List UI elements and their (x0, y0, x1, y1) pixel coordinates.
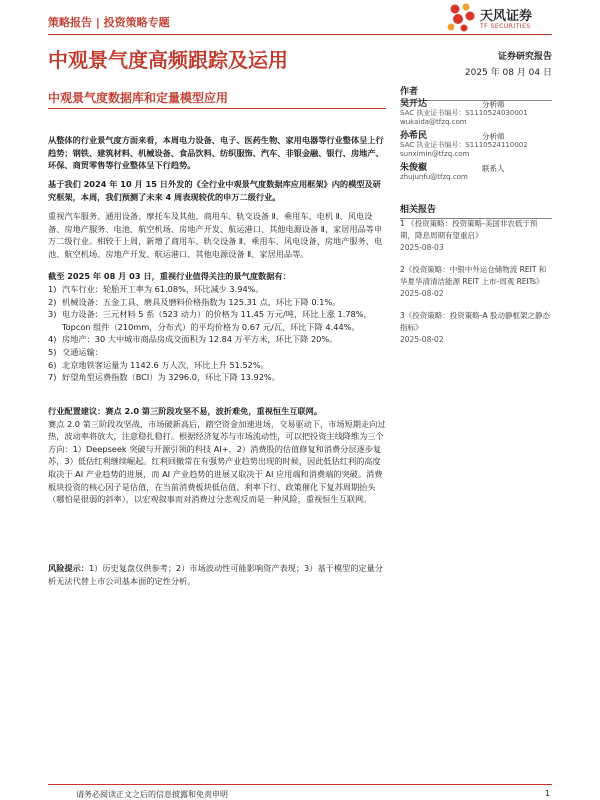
report-type: 证券研究报告 (497, 52, 552, 62)
analyst-role: 分析师 (482, 132, 505, 141)
analyst-email[interactable]: sunximin@tfzq.com (400, 150, 470, 158)
related-report-date: 2025-08-02 (400, 335, 444, 344)
allocation-heading: 行业配置建议：赛点 2.0 第三阶段攻坚不易，波折难免，重视恒生互联网。 (48, 406, 323, 416)
related-section (400, 202, 552, 219)
analyst-email[interactable]: zhujunfu@tfzq.com (400, 173, 468, 181)
analyst-name: 吴开达 (400, 99, 428, 109)
industry-paragraph: 重视汽车服务、通用设备、摩托车及其他、商用车、轨交设备 Ⅱ、乘用车、电机 Ⅱ、风电设备、房地产服务、电池、航空机场、房地产开发、航运港口、其他电源设备 Ⅱ、家居用品等申万二级行业。相较于上周，新增了商用车、轨交设备 Ⅱ、乘用车、风电设备、房地产服务、电池、航空机场、房地产开发、航运港口、其他电源设备 Ⅱ、家居用品等。 (48, 211, 383, 259)
analyst-card (400, 164, 552, 182)
analyst-role: 分析师 (482, 100, 505, 109)
risk-text: 1）历史复盘仅供参考；2）市场波动性可能影响资产表现；3）基于模型的定量分析无法代替上市公司基本面的定性分析。 (48, 563, 383, 586)
analyst-name: 孙希民 (400, 131, 428, 141)
analyst-email[interactable]: wukaida@tfzq.com (400, 118, 467, 126)
forecast-paragraph: 基于我们 2024 年 10 月 15 日外发的《全行业中观景气度数据库应用框架》内的模型及研究框架，本周，我们预测了未来 4 周表现较优的申万二级行业。 (48, 179, 381, 202)
company-logo (446, 2, 556, 36)
header-rule (48, 34, 552, 35)
risk-heading: 风险提示： (48, 563, 89, 573)
analyst-name: 朱俊椒 (400, 163, 428, 173)
list-item: 3) 电力设备：三元材料 5 系（523 动力）的价格为 11.45 万元/吨，环比上涨 1.78%，Topcon 组件（210mm，分布式）的平均价格为 0.67 元/瓦，环比下降 4.44%。 (48, 309, 372, 332)
indicator-list (48, 283, 386, 384)
allocation-text: 赛点 2.0 第三阶段攻坚战，市场破新高后，踏空资金加速进场，交易驱动下，市场短期走向过热，波动率将放大，注意稳扎稳打。根据经济复苏与市场流动性，可以把投资主线降维为三个方向：1）Deepseek 突破与开源引领的科技 AI+，2）消费股的估值修复和消费分层逐步复苏，3）低估红利继续崛起。红利回撤常在有强势产业趋势出现的时候，因此低估红利的高度取决于 AI 产业趋势的进展，而 AI 产业趋势的进展又取决于 AI 应用端和消费端的突破。消费板块投资的核心因子是估值，在当前消费板块低估值、利率下行、政策催化下复苏周期抬头（哪怕是很弱的斜率），以宏观叙事而对消费过分悲观反而是一种风险，重视恒生互联网。 (48, 418, 386, 505)
summary-paragraph: 从整体的行业景气度方面来看，本周电力设备、电子、医药生物、家用电器等行业整体呈上行趋势；钢铁、建筑材料、机械设备、食品饮料、纺织服饰、汽车、非银金融、银行、房地产、环保、商贸零售等行业整体呈下行趋势。 (48, 135, 384, 171)
analyst-cert: SAC 执业证书编号：S1110524030001 (400, 109, 528, 117)
related-report-title[interactable]: 3《投资策略：投资策略-A 股动静框架之静态指标》 (400, 311, 550, 332)
analyst-card (400, 100, 552, 127)
page-number: 1 (544, 789, 550, 798)
list-item: 6) 北京地铁客运量为 1142.6 万人次，环比上升 51.52%。 (48, 359, 269, 370)
related-report[interactable] (400, 218, 552, 254)
page-subtitle: 中观景气度数据库和定量模型应用 (48, 91, 229, 105)
related-label: 相关报告 (400, 205, 437, 215)
related-report-title[interactable]: 1 《投资策略：投资策略-美国非农低于预期，降息周期有望重启》 (400, 219, 538, 240)
logo-text: 天风证券 (480, 9, 533, 24)
list-item: 7) 好望角型运费指数（BCI）为 3296.0，环比下降 13.92%。 (48, 372, 280, 383)
analyst-cert: SAC 执业证书编号：S1110524110002 (400, 141, 528, 149)
report-date: 2025 年 08 月 04 日 (464, 68, 552, 78)
related-report[interactable] (400, 264, 552, 300)
risk-paragraph (48, 562, 386, 587)
logo-mark-icon (446, 2, 476, 34)
related-report-title[interactable]: 2《投资策略：中银中外运仓储物流 REIT 和华夏华清清洁能源 REIT 上市-周观 REITs》 (400, 265, 547, 286)
related-report-date: 2025-08-02 (400, 289, 444, 298)
analyst-role: 联系人 (482, 164, 505, 173)
footer-disclaimer: 请务必阅读正文之后的信息披露和免责申明 (76, 790, 228, 799)
page-title: 中观景气度高频跟踪及运用 (48, 48, 288, 72)
allocation-paragraph (48, 405, 386, 506)
data-intro-paragraph: 截至 2025 年 08 月 03 日，重视行业值得关注的景气度数据有： (48, 271, 291, 281)
list-item: 2) 机械设备：五金工具、磨具及磨料价格指数为 125.31 点，环比下降 0.1%。 (48, 296, 341, 307)
related-report[interactable] (400, 310, 552, 346)
footer-rule (48, 784, 552, 785)
subtitle-rule (48, 108, 386, 109)
report-category: 策略报告 | 投资策略专题 (48, 16, 170, 29)
analyst-card (400, 132, 552, 159)
list-item: 1) 汽车行业：轮胎开工率为 61.08%，环比减少 3.94%。 (48, 284, 264, 294)
logo-subtext: TF SECURITIES (480, 23, 531, 30)
list-item: 4) 房地产：30 大中城市商品房成交面积为 12.84 万平方米，环比下降 20%。 (48, 334, 338, 345)
related-report-date: 2025-08-03 (400, 243, 444, 252)
authors-label: 作者 (400, 87, 419, 97)
list-item: 5) 交通运输： (48, 346, 103, 357)
